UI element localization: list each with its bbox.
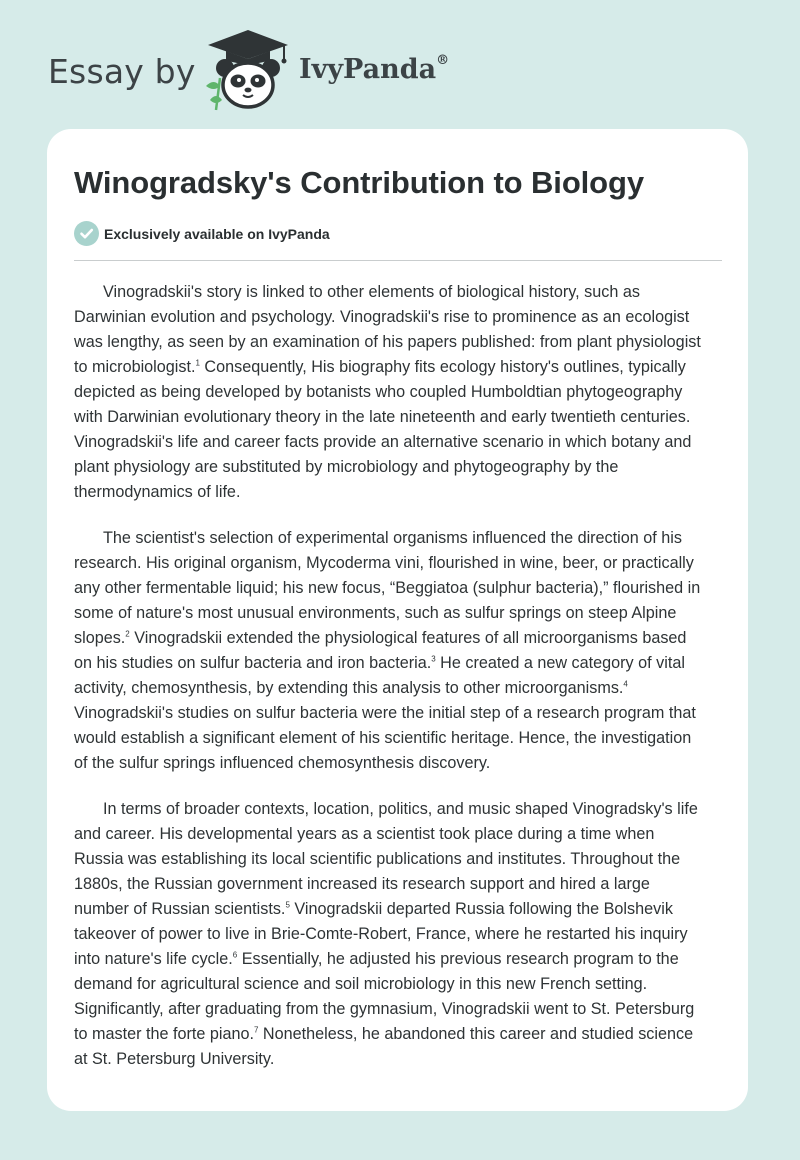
line-text: thermodynamics of life. [74, 483, 241, 501]
paragraph-line [74, 430, 734, 455]
paragraph-line [74, 330, 734, 355]
paragraph-line [74, 551, 734, 576]
paragraph [74, 526, 734, 776]
line-text: was lengthy, as seen by an examination of his papers published: from plant physiologist [74, 333, 701, 351]
essay-body [74, 280, 734, 1093]
paragraph-line [74, 972, 734, 997]
line-text: to master the forte piano. [74, 1025, 254, 1043]
line-text: demand for agricultural science and soil microbiology in this new French setting. [74, 975, 648, 993]
paragraph-line [74, 751, 734, 776]
line-text: of the sulfur springs influenced chemosynthesis discovery. [74, 754, 491, 772]
paragraph-line [74, 676, 734, 701]
paragraph-line [74, 280, 734, 305]
footnote-ref[interactable]: 5 [285, 900, 290, 910]
line-text: The scientist's selection of experimental organisms influenced the direction of his [103, 529, 682, 547]
footnote-ref[interactable]: 7 [253, 1025, 259, 1035]
line-text: into nature's life cycle. [74, 950, 233, 968]
line-text: would establish a significant element of his scientific heritage. Hence, the investigation [74, 729, 692, 747]
line-text: Vinogradskii extended the physiological features of all microorganisms based [129, 629, 687, 647]
paragraph [74, 280, 734, 505]
footnote-ref[interactable]: 2 [125, 629, 130, 639]
panda-graduate-logo-icon[interactable] [200, 28, 296, 112]
line-text: 1880s, the Russian government increased its research support and hired a large [74, 875, 650, 893]
paragraph-line [74, 822, 734, 847]
registered-mark: ® [436, 53, 450, 68]
line-text: some of nature's most unusual environments, such as sulfur springs on steep Alpine [74, 604, 677, 622]
footnote-ref[interactable]: 4 [623, 679, 628, 689]
site-header [0, 0, 800, 130]
paragraph-line [74, 947, 734, 972]
paragraph-line [74, 526, 734, 551]
paragraph-line [74, 897, 734, 922]
paragraph [74, 797, 734, 1072]
paragraph-line [74, 701, 734, 726]
footnote-ref[interactable]: 1 [195, 358, 200, 368]
paragraph-line [74, 601, 734, 626]
line-text: number of Russian scientists. [74, 900, 286, 918]
paragraph-line [74, 847, 734, 872]
line-text: Vinogradskii's studies on sulfur bacteria were the initial step of a research program that [74, 704, 696, 722]
footnote-ref[interactable]: 3 [431, 654, 436, 664]
line-text: to microbiologist. [74, 358, 196, 376]
line-text: Consequently, His biography fits ecology history's outlines, typically [199, 358, 686, 376]
line-text: Vinogradskii's life and career facts provide an alternative scenario in which botany and [74, 433, 692, 451]
line-text: on his studies on sulfur bacteria and iron bacteria. [74, 654, 432, 672]
paragraph-line [74, 405, 734, 430]
line-text: Significantly, after graduating from the gymnasium, Vinogradskii went to St. Petersburg [74, 1000, 695, 1018]
paragraph-line [74, 1022, 734, 1047]
line-text: slopes. [74, 629, 126, 647]
brand-name-text: IvyPanda [299, 54, 437, 85]
line-text: He created a new category of vital [435, 654, 685, 672]
line-text: takeover of power to live in Brie-Comte-Robert, France, where he restarted his inquiry [74, 925, 688, 943]
exclusive-badge-text: Exclusively available on IvyPanda [104, 226, 330, 242]
paragraph-line [74, 480, 734, 505]
line-text: depicted as being developed by botanists who coupled Humboldtian phytogeography [74, 383, 683, 401]
line-text: and career. His developmental years as a scientist took place during a time when [74, 825, 655, 843]
line-text: In terms of broader contexts, location, politics, and music shaped Vinogradsky's life [103, 800, 698, 818]
paragraph-line [74, 626, 734, 651]
essay-card [47, 129, 748, 1111]
footnote-ref[interactable]: 6 [232, 950, 238, 960]
line-text: Nonetheless, he abandoned this career and studied science [258, 1025, 694, 1043]
line-text: plant physiology are substituted by microbiology and phytogeography by the [74, 458, 619, 476]
paragraph-line [74, 305, 734, 330]
line-text: Vinogradskii's story is linked to other elements of biological history, such as [103, 283, 640, 301]
line-text: with Darwinian evolutionary theory in the late nineteenth and early twentieth centuries. [74, 408, 691, 426]
paragraph-line [74, 455, 734, 480]
line-text: research. His original organism, Mycoderma vini, flourished in wine, beer, or practically [74, 554, 694, 572]
essay-title: Winogradsky's Contribution to Biology [74, 165, 644, 200]
paragraph-line [74, 997, 734, 1022]
paragraph-line [74, 576, 734, 601]
line-text: Russia was establishing its local scientific publications and institutes. Throughout the [74, 850, 681, 868]
paragraph-line [74, 922, 734, 947]
paragraph-line [74, 355, 734, 380]
paragraph-line [74, 726, 734, 751]
paragraph-line [74, 872, 734, 897]
line-text: Essentially, he adjusted his previous research program to the [237, 950, 679, 968]
brand-name[interactable] [299, 54, 449, 85]
line-text: at St. Petersburg University. [74, 1050, 275, 1068]
paragraph-line [74, 380, 734, 405]
line-text: Darwinian evolution and psychology. Vinogradskii's rise to prominence as an ecologist [74, 308, 690, 326]
divider [74, 260, 722, 261]
paragraph-line [74, 1047, 734, 1072]
line-text: any other fermentable liquid; his new focus, “Beggiatoa (sulphur bacteria),” flourished in [74, 579, 701, 597]
line-text: activity, chemosynthesis, by extending this analysis to other microorganisms. [74, 679, 624, 697]
checkmark-icon [74, 221, 99, 246]
line-text: Vinogradskii departed Russia following the Bolshevik [289, 900, 673, 918]
paragraph-line [74, 651, 734, 676]
paragraph-line [74, 797, 734, 822]
essay-by-label: Essay by [48, 52, 196, 91]
